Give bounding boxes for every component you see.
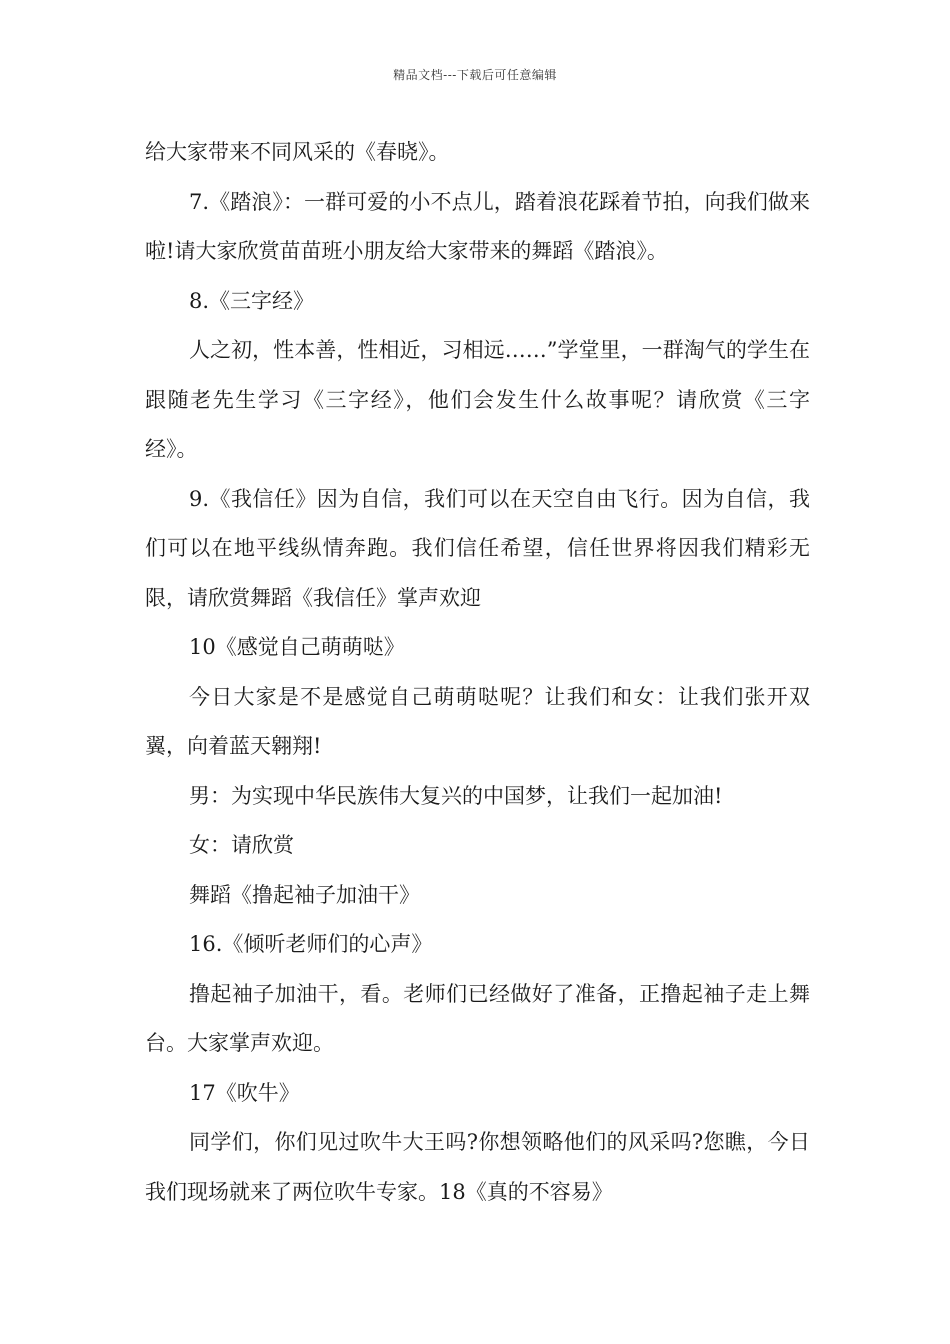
paragraph-3: 8.《三字经》 bbox=[189, 288, 315, 313]
paragraph-9: 女：请欣赏 bbox=[189, 833, 294, 857]
paragraph-10: 舞蹈《撸起袖子加油干》 bbox=[189, 882, 420, 907]
paragraph-6: 10《感觉自己萌萌哒》 bbox=[189, 635, 405, 659]
paragraph-2: 7.《踏浪》：一群可爱的小不点儿，踏着浪花踩着节拍，向我们做来啦!请大家欣赏苗苗班小朋友给大家带来的舞蹈《踏浪》。 bbox=[145, 189, 810, 263]
paragraph-4: 人之初，性本善，性相近，习相远……”学堂里，一群淘气的学生在跟随老先生学习《三字经》，他们会发生什么故事呢？请欣赏《三字经》。 bbox=[145, 338, 810, 461]
paragraph-7: 今日大家是不是感觉自己萌萌哒呢？让我们和女：让我们张开双翼，向着蓝天翱翔! bbox=[145, 684, 810, 758]
page-header: 精品文档---下载后可任意编辑 bbox=[393, 68, 557, 82]
paragraph-8: 男：为实现中华民族伟大复兴的中国梦，让我们一起加油! bbox=[189, 783, 723, 808]
paragraph-13: 17《吹牛》 bbox=[189, 1080, 300, 1105]
paragraph-12: 撸起袖子加油干，看。老师们已经做好了准备，正撸起袖子走上舞台。大家掌声欢迎。 bbox=[145, 981, 810, 1055]
paragraph-1: 给大家带来不同风采的《春晓》。 bbox=[145, 140, 450, 164]
document-body bbox=[145, 128, 810, 1217]
paragraph-14: 同学们，你们见过吹牛大王吗?你想领略他们的风采吗?您瞧，今日我们现场就来了两位吹牛专家。18《真的不容易》 bbox=[145, 1130, 810, 1204]
paragraph-11: 16.《倾听老师们的心声》 bbox=[189, 932, 433, 956]
paragraph-5: 9.《我信任》因为自信，我们可以在天空自由飞行。因为自信，我们可以在地平线纵情奔跑。我们信任希望，信任世界将因我们精彩无限，请欣赏舞蹈《我信任》掌声欢迎 bbox=[145, 486, 810, 610]
